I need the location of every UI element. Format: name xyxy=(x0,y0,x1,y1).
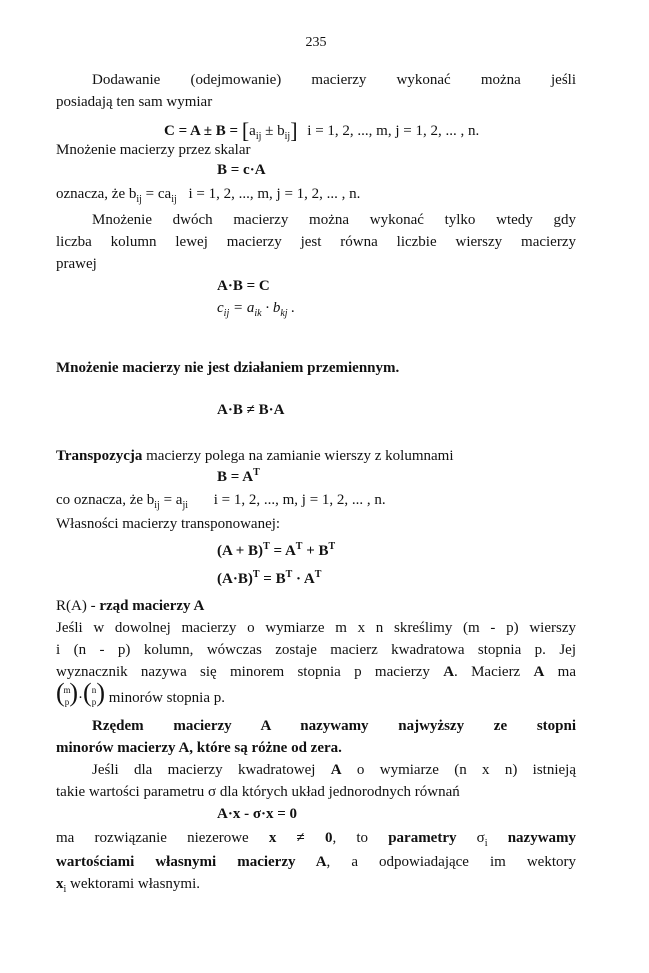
scalar-meaning xyxy=(56,184,576,207)
transp-meaning-prefix: co oznacza, że b xyxy=(56,492,155,508)
rank-line3-b: A xyxy=(443,664,455,680)
paragraph-rank-line2: i (n - p) kolumn, wówczas zostaje macierz kwadratowa stopnia p. Jej xyxy=(56,642,576,658)
eigenvalue-a: ma rozwiązanie niezerowe xyxy=(56,830,269,846)
transposition-bold: Transpozycja xyxy=(56,448,143,464)
paragraph-rank-line3 xyxy=(56,662,576,682)
binomial-m-p: ( m p ) xyxy=(56,678,78,707)
scalar-sub-b: ij xyxy=(136,194,142,205)
eigen-line1-b: A xyxy=(330,762,342,778)
prop2-dot: · A xyxy=(292,571,315,587)
transpose-properties-heading: Własności macierzy transponowanej: xyxy=(56,516,281,532)
elem-dot: · b xyxy=(261,300,281,316)
binom2-bottom: p xyxy=(91,697,97,707)
equation-transpose xyxy=(217,466,260,487)
eigenvalue-sigma: σ xyxy=(456,830,485,846)
rank-line3-c: . Macierz xyxy=(454,664,534,680)
eq-add-range: i = 1, 2, ..., m, j = 1, 2, ... , n. xyxy=(307,123,480,139)
eigen-line1-a: Jeśli dla macierzy kwadratowej xyxy=(92,762,331,778)
paragraph-eigenvalue-line3 xyxy=(56,874,576,897)
eigenvector-text: wektorami własnymi. xyxy=(66,876,201,892)
prop1-sup3: T xyxy=(328,541,336,552)
paragraph-rank-line4: ( m p ) · ( n p ) minorów stopnia p. xyxy=(56,684,576,710)
paragraph-eigenvalue-line2 xyxy=(56,852,576,872)
paragraph-eigenvalue-line1 xyxy=(56,828,576,851)
elem-a-sub: ik xyxy=(254,308,262,319)
eq-add-lhs: C = A ± B = xyxy=(164,123,239,139)
eq-add-sub1: ij xyxy=(255,131,262,142)
binom1-top: m xyxy=(63,685,71,695)
prop1-mid: = A xyxy=(269,543,296,559)
binom2-top: n xyxy=(91,685,97,695)
paragraph-eigen-line2: takie wartości parametru σ dla których układ jednorodnych równań xyxy=(56,784,460,800)
transposition-line xyxy=(56,446,576,466)
paragraph-mult-line1: Mnożenie dwóch macierzy można wykonać tylko wtedy gdy xyxy=(92,212,576,228)
eq-add-pm: ± b xyxy=(261,123,285,139)
elem-c: c xyxy=(217,300,224,316)
paragraph-addition-line2: posiadają ten sam wymiar xyxy=(56,94,213,110)
rank-line4-text: minorów stopnia p. xyxy=(105,690,225,706)
rank-heading-bold: rząd macierzy A xyxy=(99,598,205,614)
binom1-bottom: p xyxy=(64,697,70,707)
elem-b-sub: kj xyxy=(280,308,288,319)
rank-line3-d: A xyxy=(533,664,545,680)
rank-heading xyxy=(56,596,576,616)
paragraph-mult-line3: prawej xyxy=(56,256,97,272)
prop1-sup1: T xyxy=(263,541,270,552)
equation-noncommutative: A·B ≠ B·A xyxy=(217,402,285,418)
eigenvalue-sigma-sub: i xyxy=(484,838,488,849)
eigenvalue-line2-a: wartościami własnymi macierzy A xyxy=(56,854,327,870)
left-bracket-glyph: [ xyxy=(241,118,250,143)
rank-heading-normal: R(A) - xyxy=(56,598,100,614)
scalar-heading: Mnożenie macierzy przez skalar xyxy=(56,142,251,158)
transpose-base: B = A xyxy=(217,469,254,485)
transposition-rest: macierzy polega na zamianie wierszy z kolumnami xyxy=(142,448,454,464)
rank-definition-line2: minorów macierzy A, które są różne od zera. xyxy=(56,740,342,756)
rank-line3-a: wyznacznik nazywa się minorem stopnia p macierzy xyxy=(56,664,444,680)
scalar-mid: = ca xyxy=(141,186,172,202)
prop2-sup3: T xyxy=(314,569,322,580)
prop1-lhs: (A + B) xyxy=(217,543,264,559)
eigenvalue-b: , to xyxy=(332,830,389,846)
eigenvalue-d: nazywamy xyxy=(487,830,577,846)
equation-transpose-sum xyxy=(217,540,335,561)
transp-sub-b: ij xyxy=(154,500,160,511)
elem-c-sub: ij xyxy=(223,308,230,319)
equation-element xyxy=(217,298,295,321)
transp-mid: = a xyxy=(159,492,183,508)
eigenvector-sub: i xyxy=(63,884,67,895)
equation-scalar: B = c·A xyxy=(217,162,266,178)
rank-line3-e: ma xyxy=(544,664,577,680)
document-page xyxy=(56,0,576,973)
prop2-sup2: T xyxy=(285,569,293,580)
transp-sub-a: ji xyxy=(182,500,189,511)
noncommutative-heading: Mnożenie macierzy nie jest działaniem przemiennym. xyxy=(56,360,400,376)
eq-add-a: a xyxy=(249,123,256,139)
equation-transpose-product xyxy=(217,568,321,589)
scalar-meaning-prefix: oznacza, że b xyxy=(56,186,137,202)
prop1-plus: + B xyxy=(302,543,329,559)
transp-range: i = 1, 2, ..., m, j = 1, 2, ... , n. xyxy=(213,492,386,508)
paragraph-addition-line1: Dodawanie (odejmowanie) macierzy wykonać można jeśli xyxy=(92,72,576,88)
prop2-sup1: T xyxy=(252,569,260,580)
elem-eq: = a xyxy=(229,300,255,316)
paragraph-rank-line1: Jeśli w dowolnej macierzy o wymiarze m x n skreślimy (m - p) wierszy xyxy=(56,620,576,636)
scalar-sub-a: ij xyxy=(171,194,177,205)
elem-end: . xyxy=(287,300,296,316)
prop2-lhs: (A·B) xyxy=(217,571,253,587)
transposition-meaning xyxy=(56,490,576,513)
paragraph-mult-line2: liczba kolumn lewej macierzy jest równa liczbie wierszy macierzy xyxy=(56,234,576,250)
eq-add-sub2: ij xyxy=(284,131,291,142)
prop1-sup2: T xyxy=(295,541,303,552)
equation-eigen: A·x - σ·x = 0 xyxy=(217,806,298,822)
binomial-n-p: ( n p ) xyxy=(83,678,105,707)
right-bracket-glyph: ] xyxy=(290,118,298,143)
paragraph-eigen-line1 xyxy=(56,760,576,780)
eigenvalue-cond: x ≠ 0 xyxy=(268,830,333,846)
eigenvalue-c: parametry xyxy=(388,830,457,846)
transpose-sup: T xyxy=(253,467,260,478)
rank-definition-line1: Rzędem macierzy A nazywamy najwyższy ze stopni xyxy=(92,718,576,734)
eigen-line1-c: o wymiarze (n x n) istnieją xyxy=(341,762,576,778)
equation-mult: A·B = C xyxy=(217,278,270,294)
scalar-range: i = 1, 2, ..., m, j = 1, 2, ... , n. xyxy=(188,186,361,202)
eigenvalue-line2-b: , a odpowiadające im wektory xyxy=(326,854,577,870)
eigenvector-x: x xyxy=(56,876,64,892)
prop2-mid: = B xyxy=(259,571,286,587)
page-number: 235 xyxy=(305,35,327,50)
